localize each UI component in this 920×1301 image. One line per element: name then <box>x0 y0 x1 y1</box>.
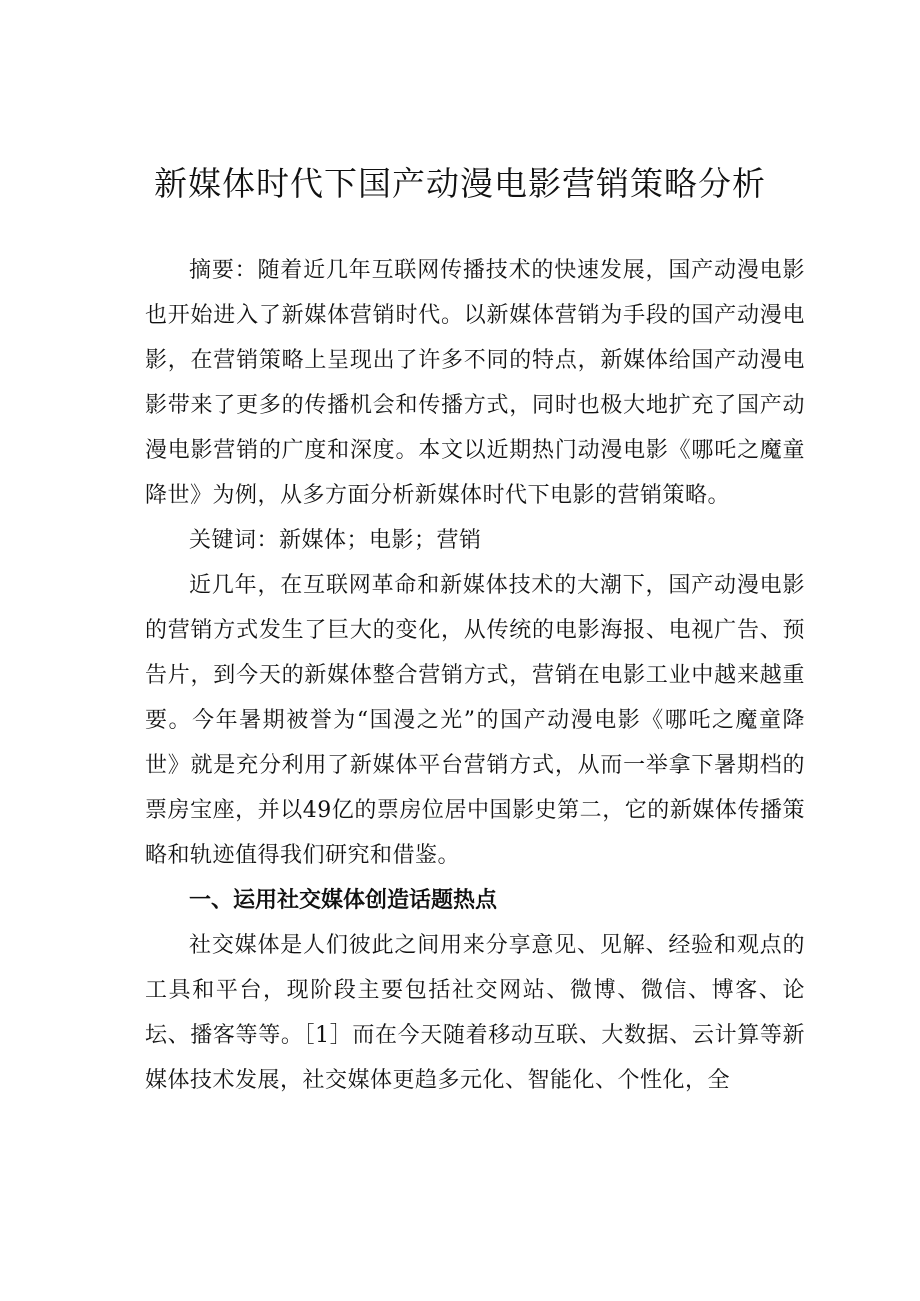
abstract-paragraph: 摘要：随着近几年互联网传播技术的快速发展，国产动漫电影也开始进入了新媒体营销时代。以新媒体营销为手段的国产动漫电影，在营销策略上呈现出了许多不同的特点，新媒体给国产动漫电影带来了更多的传播机会和传播方式，同时也极大地扩充了国产动漫电影营销的广度和深度。本文以近期热门动漫电影《哪吒之魔童降世》为例，从多方面分析新媒体时代下电影的营销策略。 <box>145 258 805 508</box>
section-paragraph: 社交媒体是人们彼此之间用来分享意见、见解、经验和观点的工具和平台，现阶段主要包括社交网站、微博、微信、博客、论坛、播客等等。［1］而在今天随着移动互联、大数据、云计算等新媒体技术发展，社交媒体更趋多元化、智能化、个性化，全 <box>145 933 805 1093</box>
intro-paragraph: 近几年，在互联网革命和新媒体技术的大潮下，国产动漫电影的营销方式发生了巨大的变化，从传统的电影海报、电视广告、预告片，到今天的新媒体整合营销方式，营销在电影工业中越来越重要。今年暑期被誉为“国漫之光”的国产动漫电影《哪吒之魔童降世》就是充分利用了新媒体平台营销方式，从而一举拿下暑期档的票房宝座，并以49亿的票房位居中国影史第二，它的新媒体传播策略和轨迹值得我们研究和借鉴。 <box>145 573 805 868</box>
keywords-paragraph: 关键词：新媒体；电影；营销 <box>189 528 482 553</box>
document-body <box>145 248 805 1103</box>
page-title: 新媒体时代下国产动漫电影营销策略分析 <box>154 164 766 203</box>
section-heading: 一、运用社交媒体创造话题热点 <box>189 888 498 913</box>
